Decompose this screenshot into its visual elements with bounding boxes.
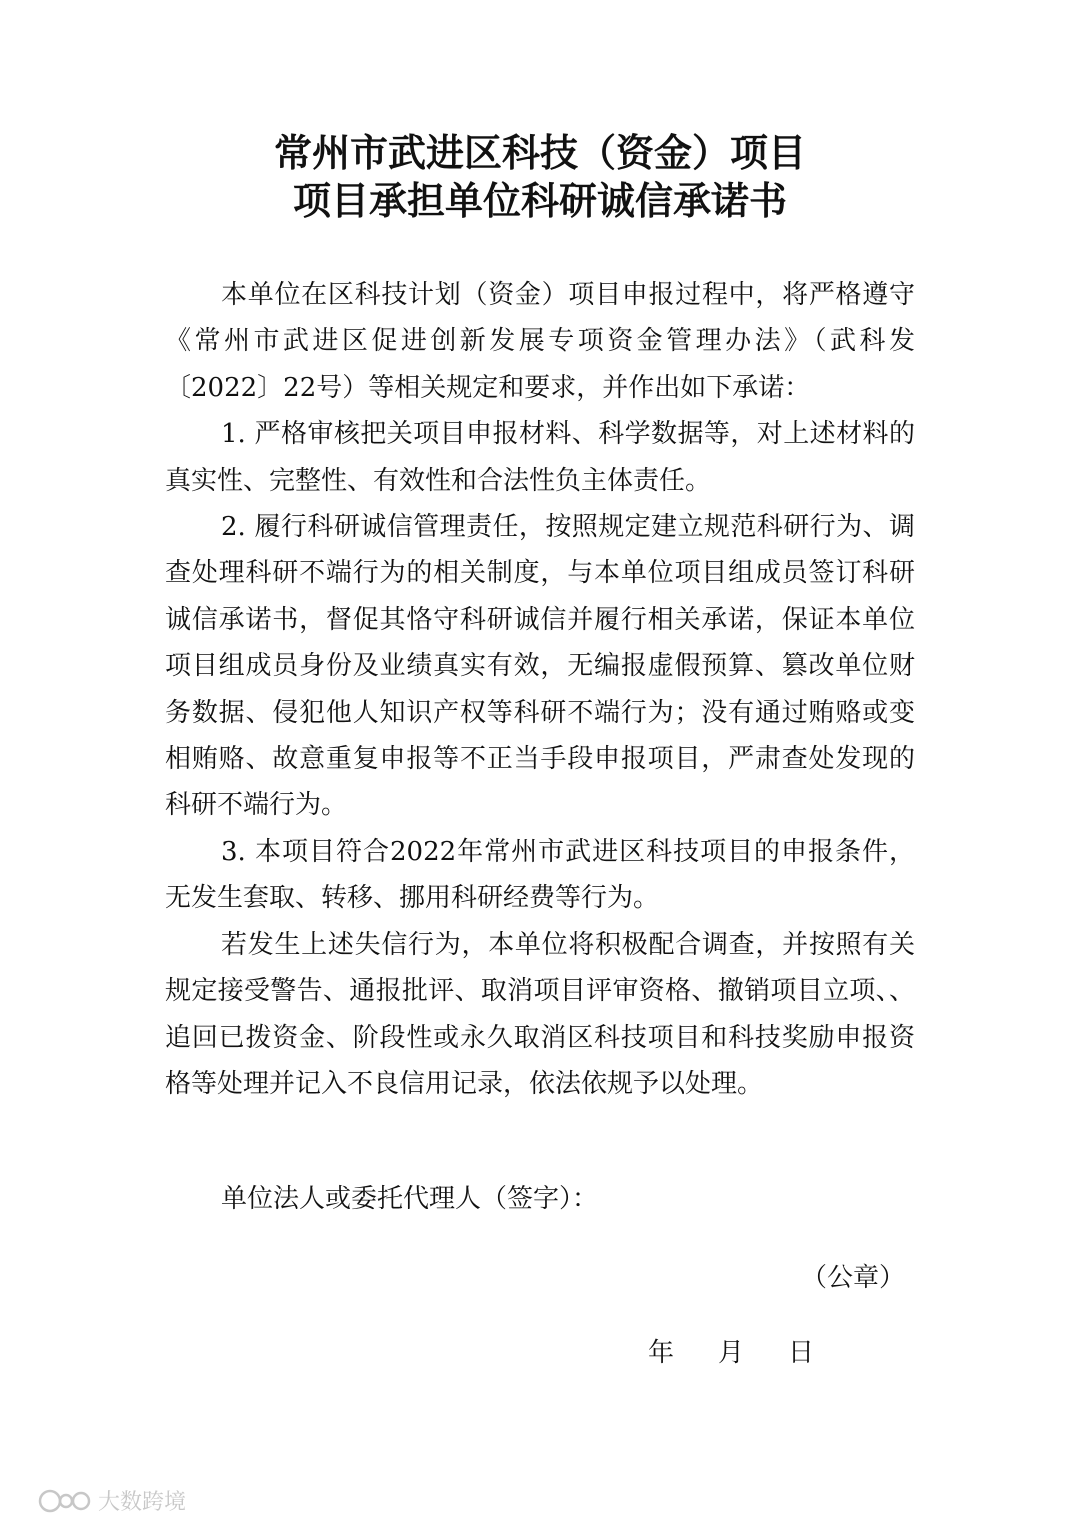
paragraph-item-1: 1. 严格审核把关项目申报材料、科学数据等，对上述材料的真实性、完整性、有效性和合法性负主体责任。 [165, 419, 915, 496]
document-body [165, 272, 915, 1107]
date-day: 日 [788, 1338, 815, 1368]
paragraph-item-2: 2. 履行科研诚信管理责任，按照规定建立规范科研行为、调查处理科研不端行为的相关制度，与本单位项目组成员签订科研诚信承诺书，督促其恪守科研诚信并履行相关承诺，保证本单位项目组成员身份及业绩真实有效，无编报虚假预算、篡改单位财务数据、侵犯他人知识产权等科研不端行为；没有通过贿赂或变相贿赂、故意重复申报等不正当手段申报项目，严肃查处发现的科研不端行为。 [165, 512, 915, 821]
paragraph-consequence: 若发生上述失信行为，本单位将积极配合调查，并按照有关规定接受警告、通报批评、取消项目评审资格、撤销项目立项、、追回已拨资金、阶段性或永久取消区科技项目和科技奖励申报资格等处理并记入不良信用记录，依法依规予以处理。 [165, 929, 915, 1099]
logo-icon [38, 1488, 92, 1514]
document-title-line-2: 项目承担单位科研诚信承诺书 [292, 179, 787, 223]
watermark-text: 大数跨境 [98, 1490, 187, 1515]
date-line [648, 1330, 814, 1376]
date-year: 年 [648, 1338, 675, 1368]
date-month: 月 [718, 1338, 745, 1368]
document-title-line-1: 常州市武进区科技（资金）项目 [273, 131, 806, 175]
seal-label: （公章） [800, 1263, 905, 1293]
paragraph-item-3: 3. 本项目符合2022年常州市武进区科技项目的申报条件，无发生套取、转移、挪用科研经费等行为。 [165, 836, 915, 914]
paragraph-intro: 本单位在区科技计划（资金）项目申报过程中，将严格遵守《常州市武进区促进创新发展专项资金管理办法》（武科发〔2022〕22号）等相关规定和要求，并作出如下承诺： [165, 280, 915, 403]
signature-label: 单位法人或委托代理人（签字）： [221, 1184, 599, 1214]
watermark [38, 1485, 186, 1516]
